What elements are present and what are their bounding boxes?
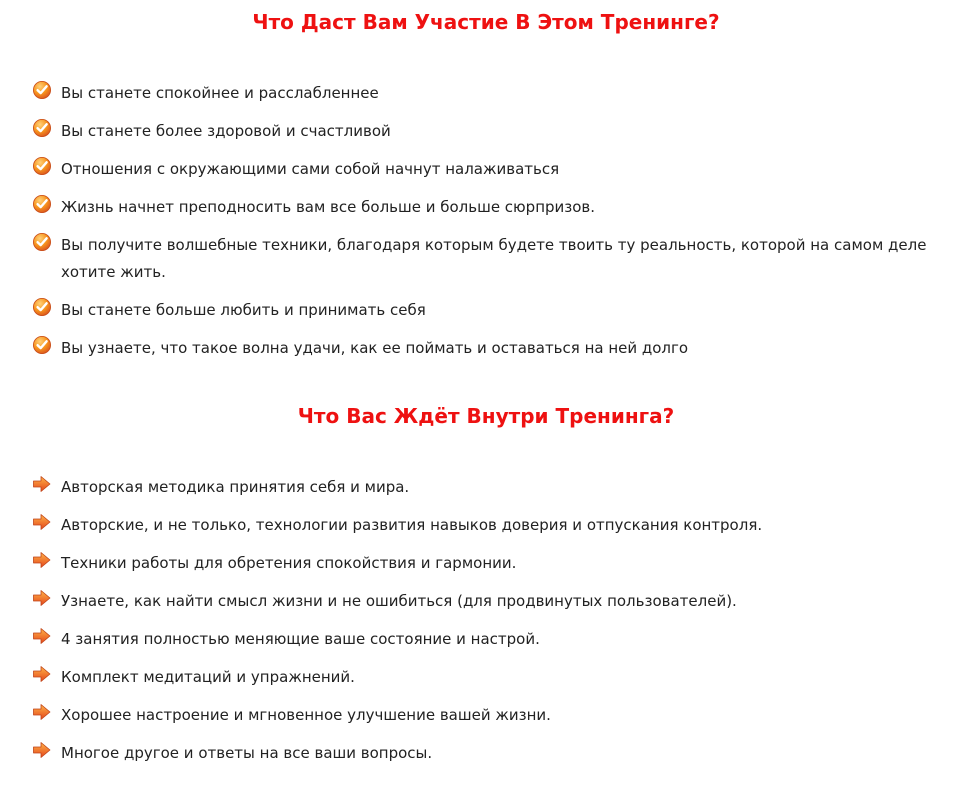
- list-item-text: Техники работы для обретения спокойствия и гармонии.: [61, 554, 517, 572]
- arrow-right-icon: [32, 740, 52, 760]
- list-item: [32, 512, 932, 539]
- list-item-text: Жизнь начнет преподносить вам все больше и больше сюрпризов.: [61, 198, 596, 216]
- benefits-list: [32, 80, 932, 373]
- list-item-text: Вы узнаете, что такое волна удачи, как ее поймать и оставаться на ней долго: [61, 339, 689, 357]
- arrow-right-icon: [32, 550, 52, 570]
- list-item-text: Авторские, и не только, технологии развития навыков доверия и отпускания контроля.: [61, 516, 763, 534]
- list-item: [32, 335, 932, 362]
- list-item-text: 4 занятия полностью меняющие ваше состояние и настрой.: [61, 630, 540, 648]
- arrow-right-icon: [32, 512, 52, 532]
- list-item: [32, 232, 932, 286]
- arrow-right-icon: [32, 702, 52, 722]
- check-circle-icon: [32, 335, 52, 355]
- list-item: [32, 702, 932, 729]
- list-item: [32, 194, 932, 221]
- list-item-text: Вы станете более здоровой и счастливой: [61, 122, 391, 140]
- section-1-title: Что Даст Вам Участие В Этом Тренинге?: [252, 10, 720, 34]
- list-item: [32, 588, 932, 615]
- check-circle-icon: [32, 232, 52, 252]
- list-item: [32, 626, 932, 653]
- check-circle-icon: [32, 297, 52, 317]
- list-item: [32, 740, 932, 767]
- contents-list: [32, 474, 932, 778]
- list-item-text: Хорошее настроение и мгновенное улучшение вашей жизни.: [61, 706, 551, 724]
- list-item: [32, 118, 932, 145]
- arrow-right-icon: [32, 474, 52, 494]
- list-item: [32, 474, 932, 501]
- check-circle-icon: [32, 118, 52, 138]
- check-circle-icon: [32, 194, 52, 214]
- list-item-text: Комплект медитаций и упражнений.: [61, 668, 355, 686]
- arrow-right-icon: [32, 626, 52, 646]
- check-circle-icon: [32, 80, 52, 100]
- arrow-right-icon: [32, 588, 52, 608]
- section-2-title: Что Вас Ждёт Внутри Тренинга?: [297, 404, 675, 428]
- check-circle-icon: [32, 156, 52, 176]
- list-item-text: Вы получите волшебные техники, благодаря которым будете твоить ту реальность, которой на самом деле хотите жить.: [61, 236, 927, 281]
- list-item-text: Вы станете спокойнее и расслабленнее: [61, 84, 379, 102]
- list-item-text: Узнаете, как найти смысл жизни и не ошибиться (для продвинутых пользователей).: [61, 592, 737, 610]
- arrow-right-icon: [32, 664, 52, 684]
- list-item-text: Вы станете больше любить и принимать себя: [61, 301, 426, 319]
- list-item: [32, 80, 932, 107]
- list-item-text: Многое другое и ответы на все ваши вопросы.: [61, 744, 433, 762]
- list-item-text: Отношения с окружающими сами собой начнут налаживаться: [61, 160, 560, 178]
- list-item-text: Авторская методика принятия себя и мира.: [61, 478, 410, 496]
- list-item: [32, 550, 932, 577]
- list-item: [32, 156, 932, 183]
- list-item: [32, 297, 932, 324]
- list-item: [32, 664, 932, 691]
